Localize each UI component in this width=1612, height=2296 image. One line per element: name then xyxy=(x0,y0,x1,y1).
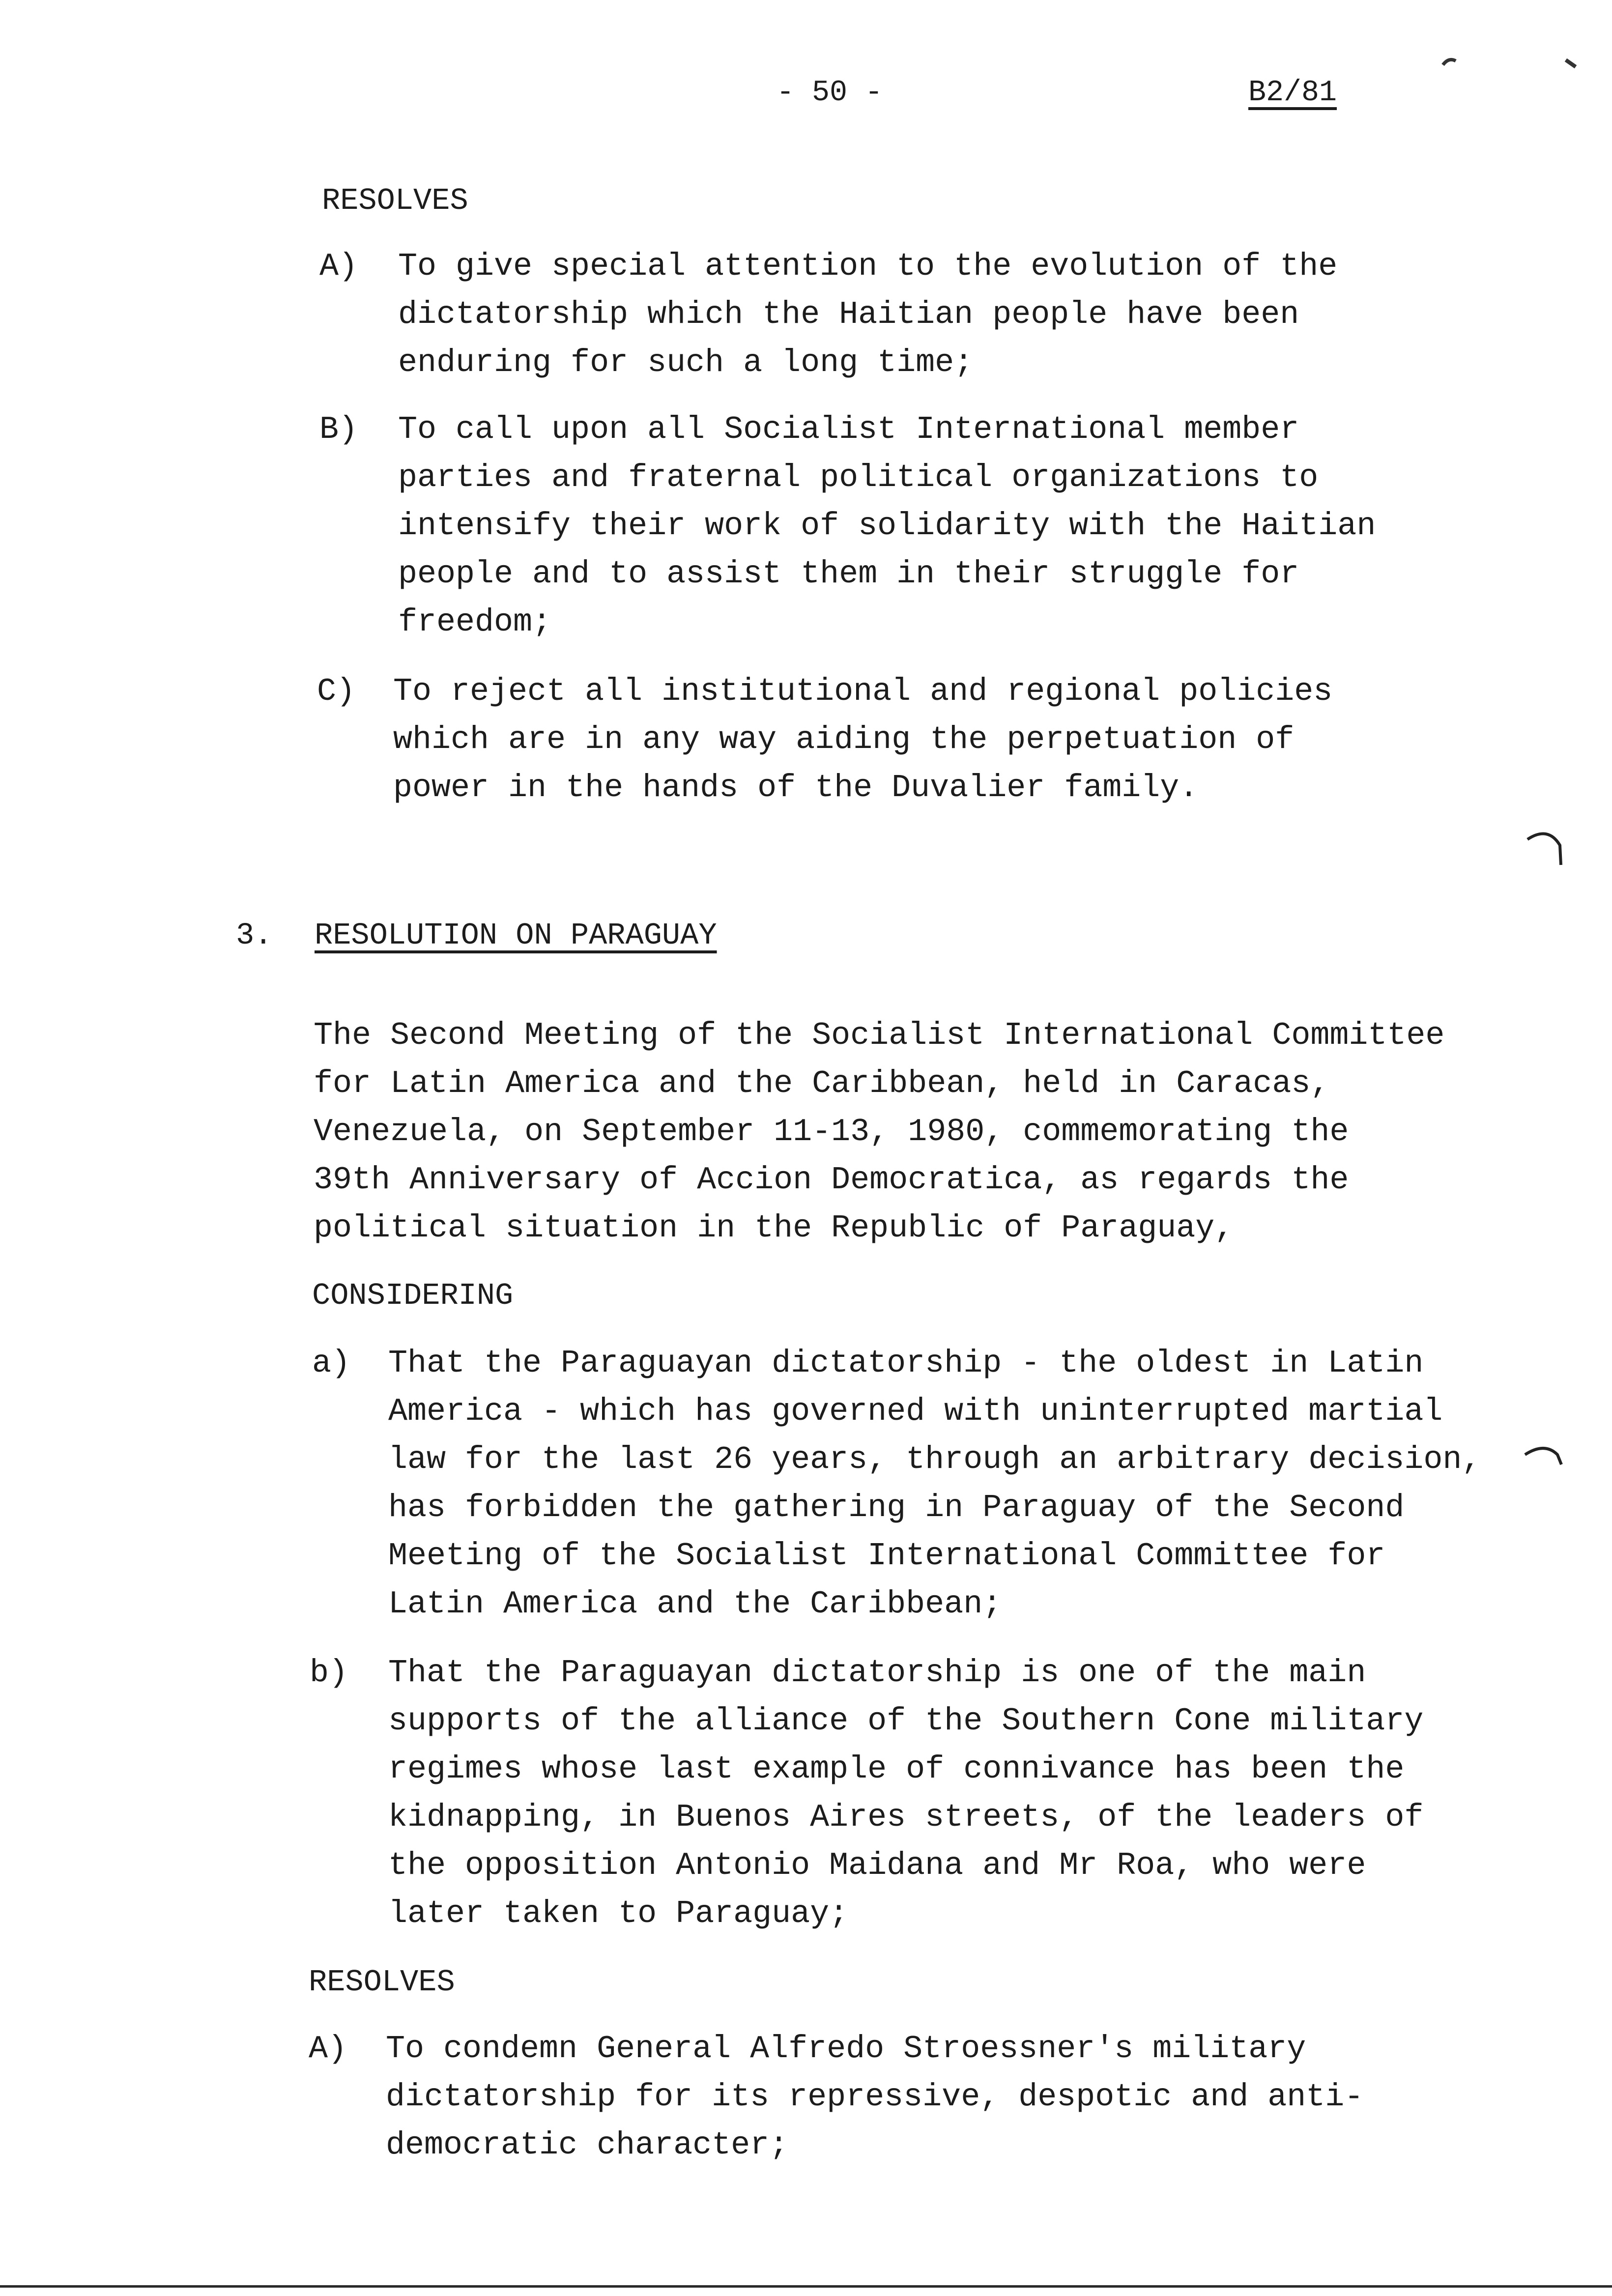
scan-mark xyxy=(1563,54,1583,74)
item-marker: C) xyxy=(317,673,356,710)
item-text: To call upon all Socialist International member parties and fraternal political organizations to intensify their work of solidarity with the Haitian people and to assist them in their struggle for freedom; xyxy=(398,411,1376,640)
item-marker: A) xyxy=(319,248,358,285)
item-text: To condemn General Alfredo Stroessner's military dictatorship for its repressive, despotic and anti- democratic character; xyxy=(386,2031,1364,2163)
item-marker: a) xyxy=(312,1345,351,1381)
resolves-heading: RESOLVES xyxy=(309,1965,455,2000)
item-marker: B) xyxy=(319,411,358,448)
considering-heading: CONSIDERING xyxy=(312,1278,514,1313)
resolves-heading: RESOLVES xyxy=(322,183,468,218)
page-bottom-rule xyxy=(0,2285,1612,2288)
item-text: That the Paraguayan dictatorship - the oldest in Latin America - which has governed with uninterrupted martial law for the last 26 years, through an arbitrary decision, has forbidden the gathering in Paraguay of the Second Meeting of the Socialist International Committee for Latin America and the Caribbean; xyxy=(388,1345,1481,1622)
section-title: RESOLUTION ON PARAGUAY xyxy=(315,918,717,953)
item-marker: A) xyxy=(309,2031,347,2067)
intro-paragraph: The Second Meeting of the Socialist International Committee for Latin America and the Caribbean, held in Caracas, Venezuela, on September 11-13, 1980, commemorating the 39th Anniversary of Accion Democratica, as regards the political situation in the Republic of Paraguay, xyxy=(314,1017,1445,1246)
page-number: - 50 - xyxy=(777,76,883,110)
scan-mark xyxy=(1440,54,1460,69)
document-code: B2/81 xyxy=(1248,76,1337,110)
item-text: That the Paraguayan dictatorship is one of the main supports of the alliance of the Southern Cone military regimes whose last example of connivance has been the kidnapping, in Buenos Aires streets, of the leaders of the opposition Antonio Maidana and Mr Roa, who were later taken to Paraguay; xyxy=(388,1655,1424,1932)
item-text: To give special attention to the evolution of the dictatorship which the Haitian people have been enduring for such a long time; xyxy=(398,248,1338,381)
scan-mark xyxy=(1521,1440,1565,1479)
scan-mark xyxy=(1524,826,1568,870)
item-text: To reject all institutional and regional policies which are in any way aiding the perpetuation of power in the hands of the Duvalier family. xyxy=(393,673,1333,806)
section-number: 3. xyxy=(236,918,273,953)
item-marker: b) xyxy=(310,1655,348,1691)
